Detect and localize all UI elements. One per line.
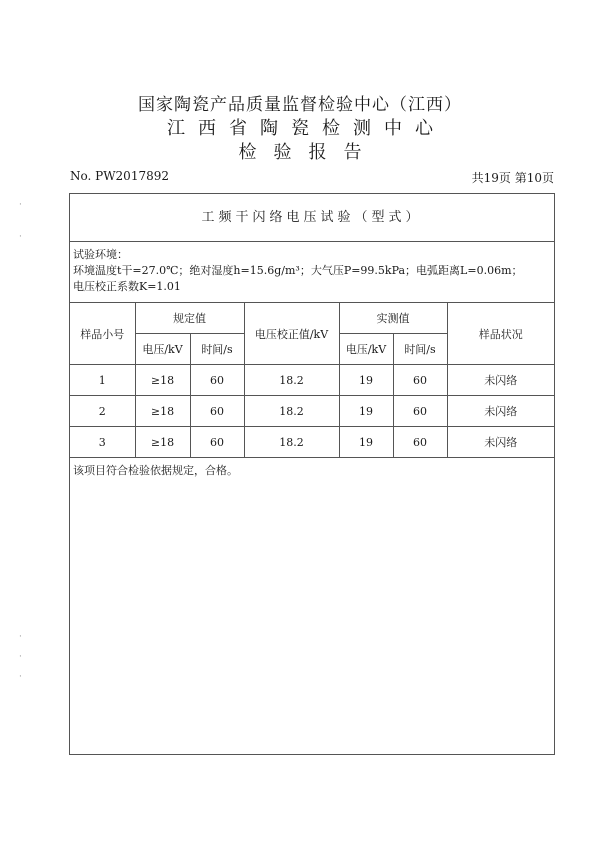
report-frame [69,193,555,755]
table-row [70,396,554,427]
conclusion-text: 该项目符合检验依据规定，合格。 [73,464,238,477]
correction-coefficient: 电压校正系数K=1.01 [73,280,181,293]
cell-spec-time: 60 [190,427,244,458]
header-sample-status: 样品状况 [447,303,554,365]
cell-sample-no: 3 [70,427,135,458]
subheader-spec-time: 时间/s [190,334,244,365]
cell-spec-time: 60 [190,396,244,427]
cell-measured-time: 60 [393,427,447,458]
header-sample-no: 样品小号 [70,303,135,365]
org-name-title: 国家陶瓷产品质量监督检验中心（江西） [138,95,462,115]
cell-measured-time: 60 [393,365,447,396]
cell-corrected-voltage: 18.2 [244,427,339,458]
test-title: 工频干闪络电压试验（型式） [70,194,554,242]
test-environment [70,242,554,303]
cell-measured-voltage: 19 [339,396,393,427]
cell-status: 未闪络 [447,365,554,396]
results-table [70,303,554,458]
cell-corrected-voltage: 18.2 [244,396,339,427]
env-conditions: 环境温度t干=27.0℃；绝对湿度h=15.6g/m³；大气压P=99.5kPa；电弧距离L=0.06m； [73,264,523,277]
cell-spec-voltage: ≥18 [135,396,190,427]
binding-mark: · [19,672,22,682]
table-row [70,365,554,396]
cell-spec-voltage: ≥18 [135,365,190,396]
cell-measured-voltage: 19 [339,365,393,396]
subheader-measured-time: 时间/s [393,334,447,365]
header-corrected-voltage: 电压校正值/kV [244,303,339,365]
center-name-title: 江西省陶瓷检测中心 [167,118,446,139]
cell-spec-voltage: ≥18 [135,427,190,458]
report-number: No. PW2017892 [70,169,169,183]
header-measured: 实测值 [339,303,447,334]
binding-mark: · [19,632,22,642]
binding-mark: · [19,652,22,662]
header-spec: 规定值 [135,303,244,334]
cell-measured-time: 60 [393,396,447,427]
env-label: 试验环境： [73,248,128,261]
cell-sample-no: 1 [70,365,135,396]
table-row [70,427,554,458]
page-indicator: 共19页 第10页 [471,171,554,185]
binding-mark: · [19,232,22,242]
cell-measured-voltage: 19 [339,427,393,458]
cell-status: 未闪络 [447,427,554,458]
binding-mark: · [19,200,22,210]
cell-corrected-voltage: 18.2 [244,365,339,396]
cell-spec-time: 60 [190,365,244,396]
cell-sample-no: 2 [70,396,135,427]
subheader-measured-voltage: 电压/kV [339,334,393,365]
cell-status: 未闪络 [447,396,554,427]
report-title: 检验报告 [238,142,379,163]
subheader-spec-voltage: 电压/kV [135,334,190,365]
